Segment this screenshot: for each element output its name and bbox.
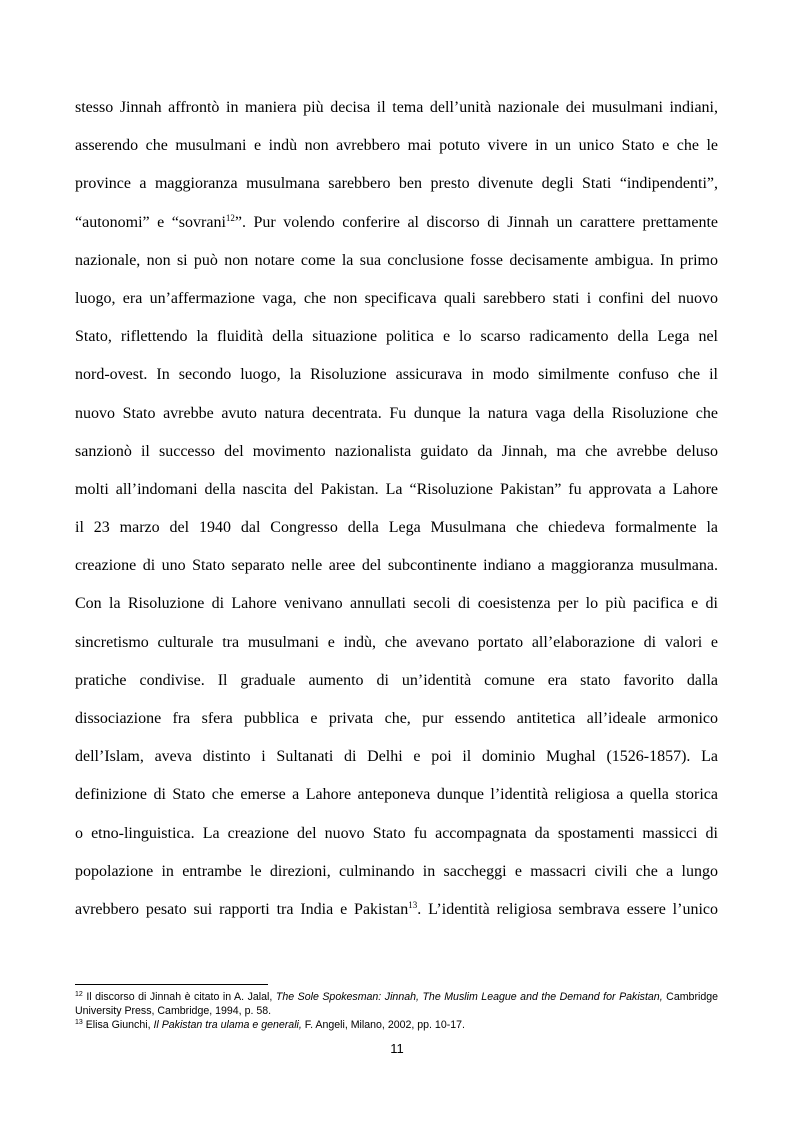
- footnote-12: [75, 990, 718, 1018]
- text-line: nuovo Stato avrebbe avuto natura decentrata. Fu dunque la natura vaga della Risoluzione che: [75, 404, 718, 422]
- text-line: dell’Islam, aveva distinto i Sultanati di Delhi e poi il dominio Mughal (1526-1857). La: [75, 748, 718, 766]
- text-line: sanzionò il successo del movimento nazionalista guidato da Jinnah, ma che avrebbe deluso: [75, 442, 718, 460]
- text-line: asserendo che musulmani e indù non avrebbero mai potuto vivere in un unico Stato e che le: [75, 137, 718, 155]
- footnote-number: 12: [75, 991, 83, 998]
- footnote-text: Il discorso di Jinnah è citato in A. Jalal,: [82, 991, 276, 1003]
- footnote-text: F. Angeli, Milano, 2002, pp. 10-17.: [301, 1019, 465, 1031]
- text-line: molti all’indomani della nascita del Pakistan. La “Risoluzione Pakistan” fu approvata a Lahore: [75, 480, 718, 498]
- text-fragment: ”. Pur volendo conferire al discorso di Jinnah un carattere prettamente: [234, 213, 718, 231]
- text-line: creazione di uno Stato separato nelle aree del subcontinente indiano a maggioranza musulmana.: [75, 557, 718, 575]
- text-line: Con la Risoluzione di Lahore venivano annullati secoli di coesistenza per lo più pacifica e di: [75, 595, 718, 613]
- footnote-text: Cambridge University Press, Cambridge, 1994, p. 58.: [75, 991, 718, 1017]
- text-line: popolazione in entrambe le direzioni, culminando in saccheggi e massacri civili che a lungo: [75, 862, 718, 880]
- footnote-title: The Sole Spokesman: Jinnah, The Muslim League and the Demand for Pakistan,: [275, 991, 663, 1003]
- text-fragment: avrebbero pesato sui rapporti tra India e Pakistan: [75, 900, 409, 918]
- footnotes: [75, 990, 718, 1032]
- text-line: dissociazione fra sfera pubblica e privata che, pur essendo antitetica all’ideale armonico: [75, 710, 718, 727]
- footnote-text: Elisa Giunchi,: [82, 1019, 154, 1031]
- footnote-13: [75, 1018, 718, 1032]
- text-fragment: . L’identità religiosa sembrava essere l’unico: [417, 900, 718, 918]
- text-line: nord-ovest. In secondo luogo, la Risoluzione assicurava in modo similmente confuso che il: [75, 366, 718, 384]
- text-line: [75, 891, 718, 929]
- footnote-ref-12[interactable]: 12: [225, 212, 235, 223]
- text-line: pratiche condivise. Il graduale aumento di un’identità comune era stato favorito dalla: [75, 671, 718, 689]
- footnote-separator: [75, 984, 268, 985]
- text-line: [75, 204, 718, 242]
- page-number: 11: [390, 1041, 404, 1056]
- body-text: [75, 89, 718, 929]
- text-line: luogo, era un’affermazione vaga, che non specificava quali sarebbero stati i confini del nuovo: [75, 289, 718, 307]
- text-line: province a maggioranza musulmana sarebbero ben presto divenute degli Stati “indipendenti”,: [75, 175, 718, 193]
- text-fragment: “autonomi” e “sovrani: [75, 213, 226, 231]
- text-line: sincretismo culturale tra musulmani e indù, che avevano portato all’elaborazione di valori e: [75, 633, 718, 651]
- text-line: nazionale, non si può non notare come la sua conclusione fosse decisamente ambigua. In primo: [75, 251, 718, 269]
- text-line: il 23 marzo del 1940 dal Congresso della Lega Musulmana che chiedeva formalmente la: [75, 519, 718, 537]
- text-line: definizione di Stato che emerse a Lahore anteponeva dunque l’identità religiosa a quella storica: [75, 786, 718, 804]
- text-line: stesso Jinnah affrontò in maniera più decisa il tema dell’unità nazionale dei musulmani indiani,: [75, 99, 718, 116]
- footnote-title: Il Pakistan tra ulama e generali,: [153, 1019, 302, 1031]
- text-line: Stato, riflettendo la fluidità della situazione politica e lo scarso radicamento della Lega nel: [75, 328, 718, 346]
- footnote-ref-13[interactable]: 13: [408, 899, 418, 910]
- footnote-number: 13: [75, 1019, 83, 1026]
- text-line: o etno-linguistica. La creazione del nuovo Stato fu accompagnata da spostamenti massicci di: [75, 824, 718, 842]
